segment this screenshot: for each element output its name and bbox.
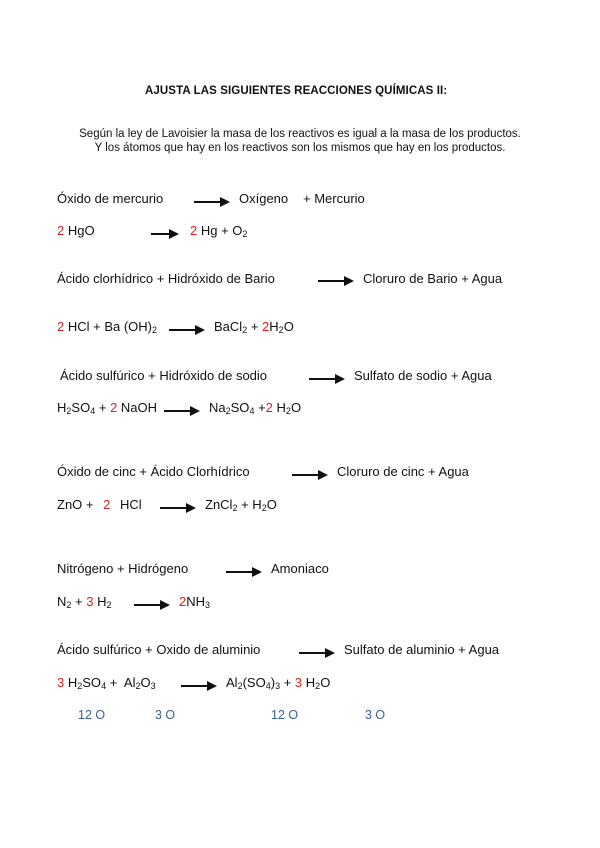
formula: H: [97, 594, 107, 609]
formula: HCl + Ba (OH): [67, 319, 153, 334]
formula: H: [57, 400, 67, 415]
subscript: 2: [232, 503, 238, 513]
subscript: 2: [278, 325, 284, 335]
coefficient: 3: [86, 594, 94, 609]
formula: O: [320, 675, 331, 690]
reaction-6-formula-left: [57, 675, 156, 690]
subscript: 2: [66, 406, 72, 416]
atom-count: 12 O: [271, 708, 299, 722]
reaction-4-formula-right: [205, 497, 277, 512]
reaction-2-words-left: Ácido clorhídrico + Hidróxido de Bario: [57, 271, 275, 286]
formula: HCl: [119, 497, 142, 512]
reaction-6-words-left: Ácido sulfúrico + Oxido de aluminio: [57, 642, 261, 657]
formula: ZnCl: [205, 497, 233, 512]
subscript: 2: [106, 600, 112, 610]
coefficient: 2: [190, 223, 198, 238]
atom-count: 3 O: [155, 708, 176, 722]
subscript: 2: [225, 406, 231, 416]
plus-sign: +: [250, 319, 259, 334]
atom-count: 12 O: [78, 708, 106, 722]
formula: SO: [71, 400, 91, 415]
formula: Na: [209, 400, 226, 415]
plus-sign: +: [75, 594, 83, 609]
reaction-4-words-right: Cloruro de cinc + Agua: [337, 464, 469, 479]
formula: N: [57, 594, 67, 609]
subscript: 2: [242, 325, 248, 335]
reaction-1-formula-right: [190, 223, 247, 238]
formula: Al: [226, 675, 238, 690]
arrow-icon: [299, 648, 335, 658]
intro-line-2: Y los átomos que hay en los reactivos son los mismos que hay en los productos.: [94, 142, 506, 154]
arrow-icon: [318, 276, 354, 286]
reaction-1-words-left: Óxido de mercurio: [57, 191, 164, 206]
formula: NaOH: [120, 400, 158, 415]
coefficient: 2: [57, 223, 65, 238]
formula: H: [305, 675, 316, 690]
subscript: 2: [77, 681, 83, 691]
subscript: 2: [66, 600, 72, 610]
reaction-3-formula-left: [57, 400, 157, 415]
formula: Hg + O: [200, 223, 243, 238]
reaction-6-words-right: Sulfato de aluminio + Agua: [344, 642, 500, 657]
plus-sign: +: [258, 400, 266, 415]
formula: O: [266, 497, 277, 512]
subscript: 2: [261, 503, 267, 513]
formula: (SO: [242, 675, 266, 690]
formula: + H: [241, 497, 262, 512]
coefficient: 3: [57, 675, 65, 690]
arrow-icon: [134, 600, 170, 610]
subscript: 4: [249, 406, 255, 416]
formula: H: [269, 319, 279, 334]
coefficient: 2: [179, 594, 187, 609]
subscript: 2: [242, 229, 248, 239]
arrow-icon: [164, 406, 200, 416]
subscript: 3: [275, 681, 281, 691]
formula: HgO: [67, 223, 95, 238]
subscript: 4: [265, 681, 271, 691]
subscript: 4: [90, 406, 96, 416]
reaction-5-formula-left: [57, 594, 112, 609]
reaction-1-words-product-1: Oxígeno: [239, 191, 289, 206]
formula: NH: [186, 594, 206, 609]
plus-sign: +: [98, 400, 107, 415]
arrow-icon: [151, 229, 179, 239]
plus-sign: +: [283, 675, 292, 690]
arrow-icon: [169, 325, 205, 335]
reaction-4-words-left: Óxido de cinc + Ácido Clorhídrico: [57, 464, 250, 479]
subscript: 2: [237, 681, 243, 691]
arrow-icon: [226, 567, 262, 577]
coefficient: 2: [265, 400, 273, 415]
page-title: AJUSTA LAS SIGUIENTES REACCIONES QUÍMICAS II:: [145, 85, 448, 97]
subscript: 2: [152, 325, 158, 335]
formula: BaCl: [214, 319, 243, 334]
arrow-icon: [181, 681, 217, 691]
plus-sign: +: [109, 675, 118, 690]
arrow-icon: [160, 503, 196, 513]
arrow-icon: [309, 374, 345, 384]
subscript: 2: [135, 681, 141, 691]
reaction-5-formula-right: [179, 594, 210, 609]
arrow-icon: [292, 470, 328, 480]
coefficient: 3: [294, 675, 303, 690]
formula: ): [270, 675, 276, 690]
subscript: 4: [101, 681, 107, 691]
reaction-2-words-right: Cloruro de Bario + Agua: [363, 271, 503, 286]
reaction-2-formula-right: [214, 319, 294, 334]
formula: H: [67, 675, 78, 690]
reaction-5-words-right: Amoniaco: [271, 561, 329, 576]
subscript: 2: [285, 406, 291, 416]
reaction-5-words-left: Nitrógeno + Hidrógeno: [57, 561, 189, 576]
arrow-icon: [194, 197, 230, 207]
subscript: 3: [150, 681, 156, 691]
reaction-1-words-product-2: + Mercurio: [303, 191, 365, 206]
formula: H: [276, 400, 286, 415]
coefficient: 2: [110, 400, 118, 415]
formula: ZnO +: [57, 497, 94, 512]
reaction-3-words-right: Sulfato de sodio + Agua: [354, 368, 492, 383]
subscript: 3: [205, 600, 211, 610]
intro-line-1: Según la ley de Lavoisier la masa de los reactivos es igual a la masa de los productos.: [79, 128, 521, 140]
reaction-2-formula-left: [57, 319, 157, 334]
formula: O: [290, 400, 302, 415]
reaction-6-formula-right: [226, 675, 330, 690]
formula: SO: [82, 675, 102, 690]
atom-count: 3 O: [365, 708, 386, 722]
subscript: 2: [315, 681, 321, 691]
coefficient: 2: [57, 319, 65, 334]
reaction-4-formula-left: [57, 497, 142, 512]
formula: O: [283, 319, 294, 334]
formula: O: [140, 675, 151, 690]
formula: Al: [123, 675, 136, 690]
reaction-1-formula-left: [57, 223, 95, 238]
reaction-3-words-left: Ácido sulfúrico + Hidróxido de sodio: [60, 368, 268, 383]
formula: SO: [230, 400, 250, 415]
coefficient: 2: [103, 497, 111, 512]
reaction-3-formula-right: [209, 400, 301, 415]
coefficient: 2: [262, 319, 270, 334]
